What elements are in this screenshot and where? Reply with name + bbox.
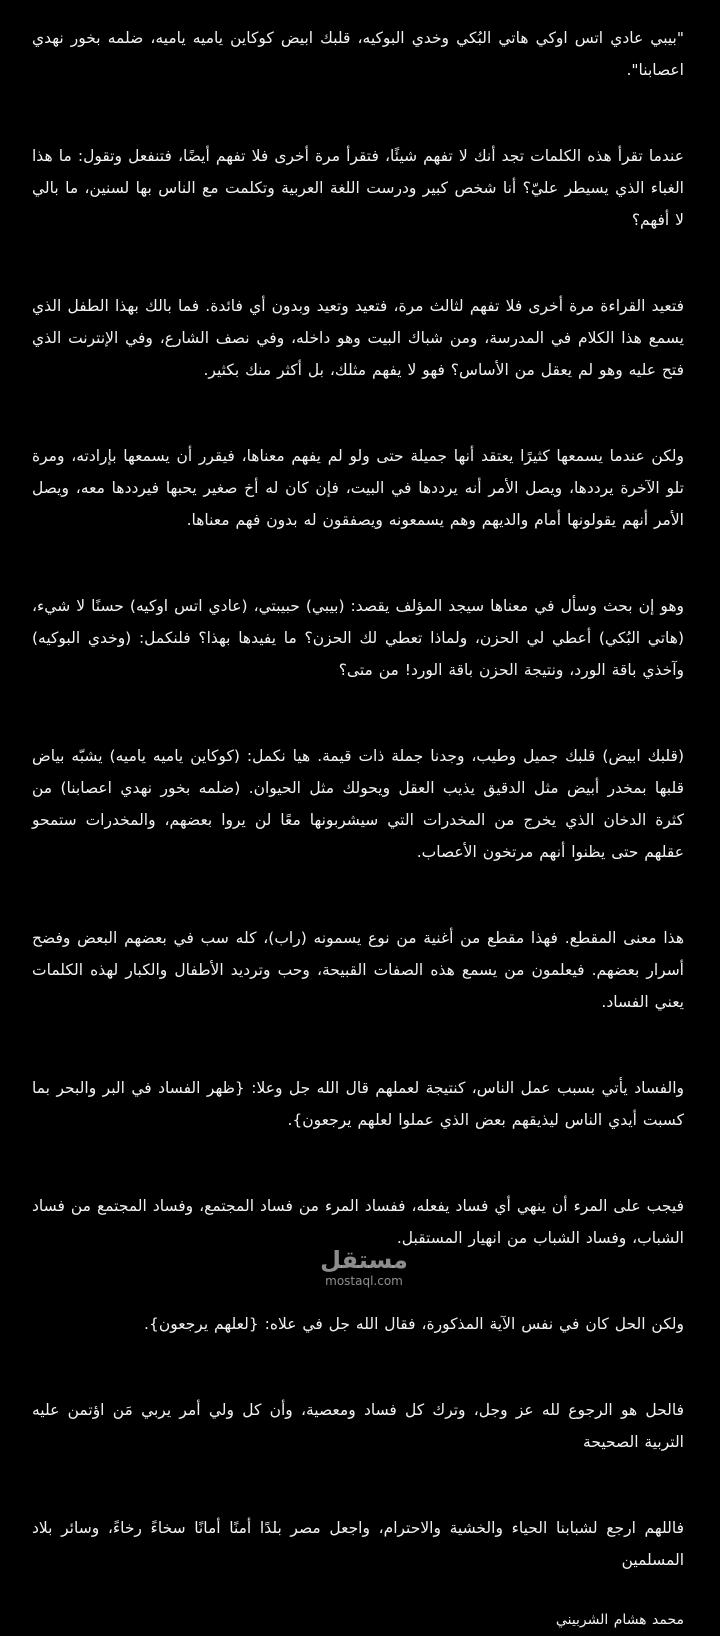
paragraph-prayer: فاللهم ارجع لشبابنا الحياء والخشية والاحترام، واجعل مصر بلدًا أمنًا أمانًا سخاءً رخاءً، وسائر بلاد المسلمين — [32, 1519, 684, 1569]
paragraph-meaning-part-one: وهو إن بحث وسأل في معناها سيجد المؤلف يقصد: (بيبي) حبيبتي، (عادي اتس اوكيه) حسنًا لا شيء، (هاتي البُكي) أعطي لي الحزن، ولماذا تعطي لك الحزن؟ ما يفيدها بهذا؟ فلنكمل: (وخدي البوكيه) وآخذي باقة الورد، ونتيجة الحزن باقة الورد! من متى؟ — [32, 597, 684, 679]
paragraph-rap-corruption: هذا معنى المقطع. فهذا مقطع من أغنية من نوع يسمونه (راب)، كله سب في بعضهم البعض وفضح أسرار بعضهم. فيعلمون من يسمع هذه الصفات القبيحة، وحب وترديد الأطفال والكبار لهذه الكلمات يعني الفساد. — [32, 929, 684, 1011]
paragraph-meaning-part-two: (قلبك ابيض) قلبك جميل وطيب، وجدنا جملة ذات قيمة. هيا نكمل: (كوكاين ياميه ياميه) يشبّه بياض قلبها بمخدر أبيض مثل الدقيق يذيب العقل ويحولك مثل الحيوان. (ضلمه بخور نهدي اعصابنا) من كثرة الدخان الذي يخرج من المخدرات التي سيشربونها معًا لن يروا بعضهم، والمخدرات ستمحو عقلهم حتى يظنوا أنهم مرتخون الأعصاب. — [32, 747, 684, 861]
paragraph-reader-confusion: عندما تقرأ هذه الكلمات تجد أنك لا تفهم شيئًا، فتقرأ مرة أخرى فلا تفهم أيضًا، فتنفعل وتقول: ما هذا الغباء الذي يسيطر عليّ؟ أنا شخص كبير ودرست اللغة العربية وتكلمت مع الناس بها لسنين، ما بالي لا أفهم؟ — [32, 147, 684, 229]
mostaql-watermark — [314, 1246, 414, 1292]
paragraph-solution-verse: ولكن الحل كان في نفس الآية المذكورة، فقال الله جل في علاه: {لعلهم يرجعون}. — [144, 1315, 684, 1333]
paragraph-quran-verse: والفساد يأتي بسبب عمل الناس، كنتيجة لعملهم قال الله جل وعلا: {ظهر الفساد في البر والبحر بما كسبت أيدي الناس ليذيقهم بعض الذي عملوا لعلهم يرجعون}. — [32, 1079, 684, 1129]
paragraph-child-hearing: فتعيد القراءة مرة أخرى فلا تفهم لثالث مرة، فتعيد وتعيد وبدون أي فائدة. فما بالك بهذا الطفل الذي يسمع هذا الكلام في المدرسة، ومن شباك البيت وهو داخله، وفي نصف الشارع، وفي الإنترنت الذي فتح عليه وهو لم يعقل من الأساس؟ فهو لا يفهم مثلك، بل أكثر منك بكثير. — [32, 297, 684, 379]
author-signature: محمد هشام الشربيني — [555, 1612, 684, 1628]
article-body — [32, 22, 684, 1636]
paragraph-society-corruption: فيجب على المرء أن ينهي أي فساد يفعله، ففساد المرء من فساد المجتمع، وفساد المجتمع من فساد الشباب، وفساد الشباب من انهيار المستقبل. — [32, 1197, 684, 1247]
watermark-logo-text: مستقل — [320, 1246, 408, 1274]
paragraph-lyrics-quote: "بيبي عادي اتس اوكي هاتي البُكي وخدي البوكيه، قلبك ابيض كوكاين ياميه ياميه، ضلمه بخور نهدي اعصابنا". — [32, 29, 684, 79]
watermark-domain: mostaql.com — [325, 1274, 403, 1288]
paragraph-repetition: ولكن عندما يسمعها كثيرًا يعتقد أنها جميلة حتى ولو لم يفهم معناها، فيقرر أن يسمعها بإرادته، ومرة تلو الآخرة يرددها، ويصل الأمر أنه يرددها في البيت، فإن كان له أخ صغير يحبها فيرددها معه، ويصل الأمر أنهم يقولونها أمام والديهم وهم يسمعونه ويصفقون له بدون فهم معناها. — [32, 447, 684, 529]
paragraph-solution: فالحل هو الرجوع لله عز وجل، وترك كل فساد ومعصية، وأن كل ولي أمر يربي مَن اؤتمن عليه التربية الصحيحة — [32, 1401, 684, 1451]
